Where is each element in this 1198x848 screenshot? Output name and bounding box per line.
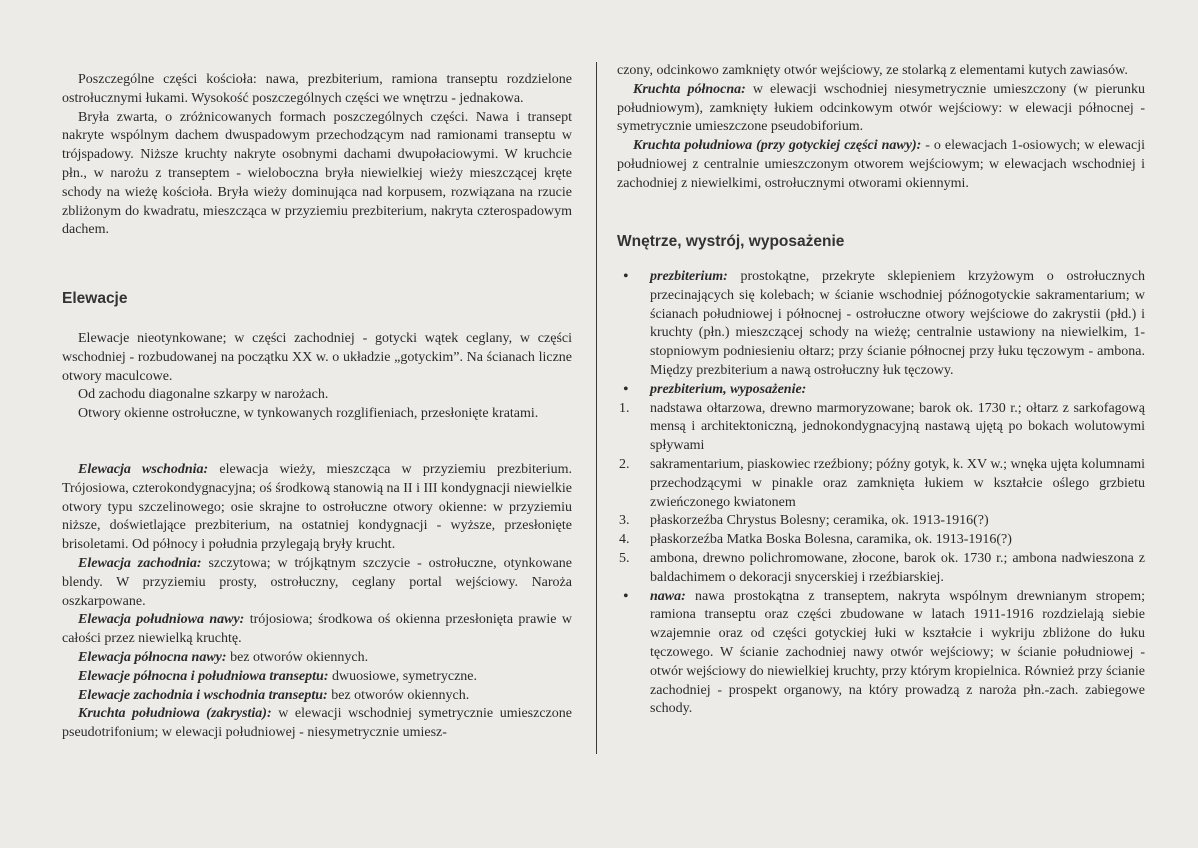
paragraph: Bryła zwarta, o zróżnicowanych formach poszczególnych części. Nawa i transept nakryte wspólnym dachem dwuspadowym przechodzącym nad ramionami transeptu w trójspadowy. Niższe kruchty nakryte osobnymi dachami dwupołaciowymi. W kruchcie płn., w narożu z transeptem - wieloboczna bryła niewielkiej wieży mieszczącej kręte schody na wieżę kościoła. Bryła wieży dominująca nad korpusem, rozwiązana na rzucie zbliżonym do kwadratu, mieszcząca w przyziemiu prezbiterium, nakryta czterospadowym dachem. bbox=[62, 109, 572, 238]
list-item bbox=[617, 268, 1145, 381]
term-text: trójosiowa; środkowa oś okienna przesłonięta prawie w całości przez niewielką kruchtę. bbox=[62, 612, 572, 647]
paragraph: Od zachodu diagonalne szkarpy w narożach. bbox=[78, 387, 329, 403]
term-label: Kruchta południowa (zakrystia): bbox=[78, 706, 272, 722]
term-label: Elewacje północna i południowa transeptu: bbox=[78, 668, 329, 684]
numbered-item bbox=[617, 400, 1145, 456]
numbered-item bbox=[617, 550, 1145, 588]
list-item bbox=[617, 381, 1145, 400]
paragraph bbox=[62, 705, 572, 743]
term-text: bez otworów okiennych. bbox=[226, 649, 369, 665]
term-label: Kruchta południowa (przy gotyckiej części nawy): bbox=[633, 138, 922, 154]
paragraph bbox=[62, 461, 572, 555]
numbered-item bbox=[617, 531, 1145, 550]
paragraph: czony, odcinkowo zamknięty otwór wejściowy, ze stolarką z elementami kutych zawiasów. bbox=[617, 63, 1128, 78]
term-label: prezbiterium, wyposażenie: bbox=[650, 381, 807, 397]
bullet-icon: • bbox=[623, 268, 629, 285]
paragraph bbox=[62, 668, 572, 687]
item-text: płaskorzeźba Chrystus Bolesny; ceramika, ok. 1913-1916(?) bbox=[650, 513, 989, 529]
term-text: bez otworów okiennych. bbox=[327, 687, 470, 703]
numbered-item bbox=[617, 456, 1145, 512]
term-text: w elewacji wschodniej niesymetrycznie umieszczony (w pierunku południowym), zamknięty łukiem odcinkowym otwór wejściowy: w elewacji północnej - symetrycznie umieszczone pseudobiforium. bbox=[617, 81, 1145, 135]
term-label: Elewacja północna nawy: bbox=[78, 649, 227, 665]
item-number: 5. bbox=[619, 550, 630, 566]
paragraph bbox=[617, 137, 1145, 193]
term-label: Elewacja południowa nawy: bbox=[78, 612, 245, 628]
item-text: ambona, drewno polichromowane, złocone, barok ok. 1730 r.; ambona nadwieszona z baldachimem o dekoracji snycerskiej i rzeźbiarskiej. bbox=[650, 550, 1145, 585]
item-number: 1. bbox=[619, 400, 630, 416]
paragraph bbox=[62, 649, 572, 668]
paragraph: Otwory okienne ostrołuczne, w tynkowanych rozglifieniach, przesłonięte kratami. bbox=[78, 406, 539, 422]
item-text: nadstawa ołtarzowa, drewno marmoryzowane; barok ok. 1730 r.; ołtarz z sarkofagową mensą i architektoniczną, jednokondygnacyjną nastawą ujętą po bokach wolutowymi spływami bbox=[650, 400, 1145, 454]
term-label: prezbiterium: bbox=[650, 269, 728, 284]
term-text: w elewacji wschodniej symetrycznie umieszczone pseudotrifonium; w elewacji południowej - niesymetrycznie umiesz- bbox=[62, 706, 572, 741]
paragraph bbox=[62, 611, 572, 649]
numbered-item bbox=[617, 512, 1145, 531]
term-label: nawa: bbox=[650, 588, 686, 604]
item-text: płaskorzeźba Matka Boska Bolesna, caramika, ok. 1913-1916(?) bbox=[650, 532, 1012, 548]
term-text: szczytowa; w trójkątnym szczycie - ostrołuczne, otynkowane blendy. W przyziemiu prosty, ostrołuczny, ceglany portal wejściowy. Naroża oszkarpowane. bbox=[62, 555, 572, 609]
term-label: Elewacja wschodnia: bbox=[78, 462, 209, 477]
item-text: sakramentarium, piaskowiec rzeźbiony; późny gotyk, k. XV w.; wnęka ujęta kolumnami przechodzącymi w pinakle oraz zamknięta łukiem w kształcie oślego grzbietu zwieńczonego kwiatonem bbox=[650, 456, 1145, 510]
section-heading-wnetrze: Wnętrze, wystrój, wyposażenie bbox=[617, 233, 845, 250]
section-heading-elewacje: Elewacje bbox=[62, 290, 128, 307]
term-text: nawa prostokątna z transeptem, nakryta wspólnym drewnianym stropem; ramiona transeptu oraz części zbudowane w latach 1911-1916 rozdzielają siebie wzajemnie oraz od części gotyckiej łuki w kształcie i wykriju zbliżone do łuku tęczowego. W ścianie zachodniej nawy otwór wejściowy; w ścianie południowej - otwór wejściowy do niewielkiej kruchty, przy którym kropielnica. Również przy ścianie zachodniej - prospekt organowy, na który prowadzą z naroża płn.-zach. zabiegowe schody. bbox=[650, 588, 1145, 717]
paragraph: Elewacje nieotynkowane; w części zachodniej - gotycki wątek ceglany, w części wschodniej - rozbudowanej na początku XX w. o układzie „gotyckim”. Na ścianach liczne otwory maculcowe. bbox=[62, 331, 572, 384]
term-label: Kruchta północna: bbox=[633, 81, 746, 97]
paragraph bbox=[617, 81, 1145, 137]
term-label: Elewacja zachodnia: bbox=[78, 555, 202, 571]
term-text: prostokątne, przekryte sklepieniem krzyżowym o ostrołucznych przecinających się kolebach; w ścianie wschodniej późnogotyckie sakramentarium; w ścianach południowej i północnej - ostrołuczne otwory wejściowe do zakrystii (płd.) i kruchty (płn.) mieszczącej schody na wieżę; centralnie ustawiony na niewielkim, 1-stopniowym podniesieniu ołtarz; przy ścianie północnej przy łuku tęczowym - ambona. Między prezbiterium a nawą ostrołuczny łuk tęczowy. bbox=[650, 269, 1145, 378]
paragraph bbox=[62, 687, 572, 706]
paragraph bbox=[62, 555, 572, 611]
term-label: Elewacje zachodnia i wschodnia transeptu: bbox=[78, 687, 328, 703]
bullet-icon: • bbox=[623, 380, 629, 398]
item-number: 4. bbox=[619, 532, 630, 548]
bullet-icon: • bbox=[623, 587, 629, 605]
term-text: - o elewacjach 1-osiowych; w elewacji południowej z centralnie umieszczonym otworem wejściowym; w elewacjach wschodniej i zachodniej z niewielkimi, ostrołucznymi otworami okiennymi. bbox=[617, 138, 1146, 191]
paragraph: Poszczególne części kościoła: nawa, prezbiterium, ramiona transeptu rozdzielone ostrołucznymi łukami. Wysokość poszczególnych części we wnętrzu - jednakowa. bbox=[62, 72, 572, 106]
item-number: 3. bbox=[619, 513, 630, 529]
list-item bbox=[617, 588, 1145, 720]
term-text: elewacja wieży, mieszcząca w przyziemiu prezbiterium. Trójosiowa, czterokondygnacyjna; oś środkową stanowią na II i III kondygnacji niewielkie otwory typu szczelinowego; osie skrajne to ostrołuczne otwory okienne: w przyziemiu niższe, doświetlające prezbiterium, na ostatniej kondygnacji - wyższe, przesłonięte brisoletami. Od północy i południa przylegają bryły krucht. bbox=[62, 462, 573, 553]
column-divider bbox=[596, 62, 597, 754]
term-text: dwuosiowe, symetryczne. bbox=[328, 668, 478, 684]
item-number: 2. bbox=[619, 456, 630, 472]
